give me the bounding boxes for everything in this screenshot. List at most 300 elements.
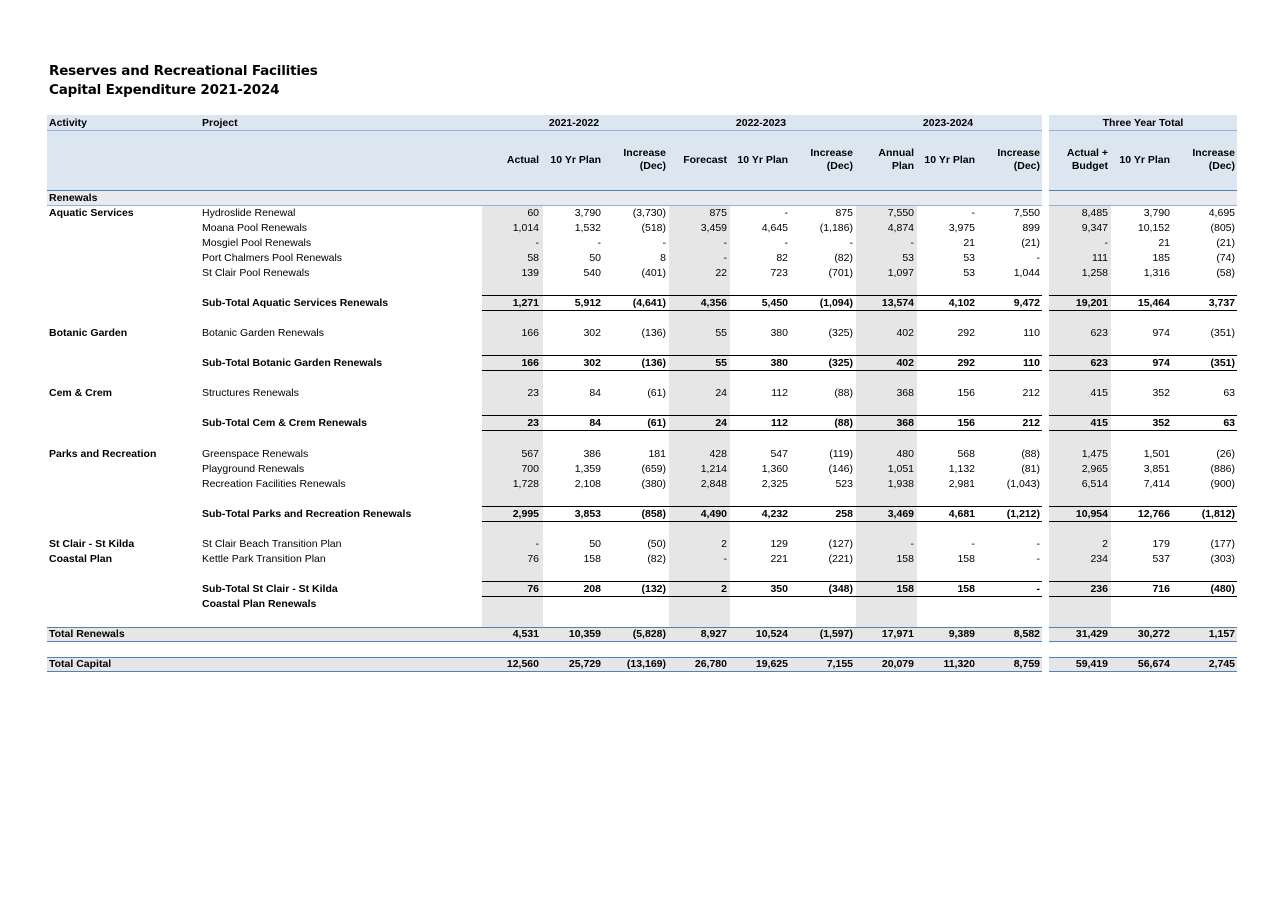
row-value: 2,981: [948, 478, 975, 490]
column-header-1: [537, 154, 601, 167]
row-value: -: [910, 237, 914, 249]
row-value: 19,201: [1075, 297, 1108, 309]
row-value: (127): [828, 538, 853, 550]
column-header-0: [475, 154, 539, 167]
row-value: 292: [957, 357, 975, 369]
subtotal-top-rule: [1049, 581, 1237, 582]
column-header-line: (Dec): [639, 160, 666, 172]
row-value: (4,641): [632, 297, 666, 309]
row-value: 158: [957, 583, 975, 595]
row-value: 368: [896, 417, 914, 429]
row-value: 234: [1090, 553, 1108, 565]
row-value: 84: [589, 417, 601, 429]
row-value: 1,728: [512, 478, 539, 490]
row-value: (480): [1210, 583, 1235, 595]
row-value: 1,214: [700, 463, 727, 475]
row-value: 5,912: [574, 297, 601, 309]
column-header-8: [976, 147, 1040, 173]
total-value: 30,272: [1137, 628, 1170, 640]
row-value: 24: [715, 387, 727, 399]
row-value: 158: [583, 553, 601, 565]
row-value: 2,995: [512, 508, 539, 520]
row-value: -: [784, 207, 788, 219]
row-value: 166: [521, 327, 539, 339]
row-project: Moana Pool Renewals: [202, 222, 308, 234]
row-value: (401): [641, 267, 666, 279]
row-value: 2: [721, 538, 727, 550]
column-header-line: Actual +: [1066, 147, 1108, 159]
row-value: 13,574: [881, 297, 914, 309]
row-value: 4,102: [948, 297, 975, 309]
row-value: (701): [828, 267, 853, 279]
row-activity: Botanic Garden: [49, 327, 128, 339]
row-activity: Cem & Crem: [49, 387, 113, 399]
row-value: 1,271: [512, 297, 539, 309]
column-header-line: 10 Yr Plan: [924, 154, 975, 166]
column-header-4: [724, 154, 788, 167]
row-value: 4,232: [761, 508, 788, 520]
row-value: 380: [770, 327, 788, 339]
section-renewals: Renewals: [49, 192, 98, 204]
row-value: 12,766: [1137, 508, 1170, 520]
row-value: 568: [957, 448, 975, 460]
row-value: (1,812): [1201, 508, 1235, 520]
row-value: 3,851: [1143, 463, 1170, 475]
row-value: 415: [1090, 417, 1108, 429]
row-value: 1,258: [1081, 267, 1108, 279]
row-value: -: [1036, 252, 1040, 264]
row-value: 53: [902, 252, 914, 264]
row-value: 53: [963, 252, 975, 264]
row-value: (88): [834, 417, 853, 429]
column-header-line: Plan: [891, 160, 914, 172]
row-project: Structures Renewals: [202, 387, 299, 399]
total-value: 1,157: [1208, 628, 1235, 640]
row-value: -: [662, 237, 666, 249]
total-value: 59,419: [1075, 658, 1108, 670]
row-value: (858): [641, 508, 666, 520]
total-label: Total Renewals: [49, 628, 125, 640]
row-value: 129: [770, 538, 788, 550]
row-value: (1,094): [819, 297, 853, 309]
column-header-5: [789, 147, 853, 173]
row-value: 402: [896, 357, 914, 369]
row-value: 82: [776, 252, 788, 264]
row-value: 402: [896, 327, 914, 339]
row-value: (82): [834, 252, 853, 264]
row-value: -: [723, 237, 727, 249]
row-value: 60: [527, 207, 539, 219]
row-value: 8,485: [1081, 207, 1108, 219]
row-value: 480: [896, 448, 914, 460]
row-value: 50: [589, 538, 601, 550]
row-value: -: [971, 207, 975, 219]
subtotal-top-rule: [482, 581, 1042, 582]
total-value: 12,560: [506, 658, 539, 670]
row-value: (325): [828, 357, 853, 369]
column-header-line: Increase: [1192, 147, 1235, 159]
row-value: 428: [709, 448, 727, 460]
row-value: 1,132: [948, 463, 975, 475]
row-value: 236: [1090, 583, 1108, 595]
column-header-3: [663, 154, 727, 167]
row-value: (61): [647, 417, 666, 429]
subtotal-bottom-rule: [1049, 521, 1237, 522]
subtotal-bottom-rule: [1049, 596, 1237, 597]
row-project: Botanic Garden Renewals: [202, 327, 324, 339]
row-value: (132): [641, 583, 666, 595]
total-value: 56,674: [1137, 658, 1170, 670]
row-value: 63: [1223, 417, 1235, 429]
row-value: 386: [583, 448, 601, 460]
row-value: (88): [834, 387, 853, 399]
row-value: (136): [641, 327, 666, 339]
row-value: -: [723, 553, 727, 565]
row-value: 547: [770, 448, 788, 460]
row-value: 179: [1152, 538, 1170, 550]
row-value: 1,938: [887, 478, 914, 490]
row-value: (351): [1210, 327, 1235, 339]
row-value: 1,316: [1143, 267, 1170, 279]
row-value: 415: [1090, 387, 1108, 399]
row-value: (1,043): [1006, 478, 1040, 490]
row-value: -: [1036, 553, 1040, 565]
total-value: 10,359: [568, 628, 601, 640]
header-year-2: 2023-2024: [922, 117, 974, 129]
subtotal-top-rule: [1049, 295, 1237, 296]
total-value: (1,597): [819, 628, 853, 640]
row-activity: Coastal Plan: [49, 553, 113, 565]
column-header-line: (Dec): [1208, 160, 1235, 172]
header-year-3: Three Year Total: [1102, 117, 1184, 129]
subtotal-top-rule: [1049, 506, 1237, 507]
row-value: 1,475: [1081, 448, 1108, 460]
subtotal-bottom-rule: [482, 310, 1042, 311]
total-value: 31,429: [1075, 628, 1108, 640]
column-header-line: Annual: [878, 147, 914, 159]
row-value: 2,965: [1081, 463, 1108, 475]
row-value: 540: [583, 267, 601, 279]
row-value: (58): [1216, 267, 1235, 279]
row-value: (136): [641, 357, 666, 369]
row-value: 7,550: [887, 207, 914, 219]
subtotal-top-rule: [482, 355, 1042, 356]
row-project: Mosgiel Pool Renewals: [202, 237, 312, 249]
row-value: (303): [1210, 553, 1235, 565]
row-value: (88): [1021, 448, 1040, 460]
row-value: 258: [835, 508, 853, 520]
total-value: 8,759: [1013, 658, 1040, 670]
row-value: 3,790: [574, 207, 601, 219]
row-value: (325): [828, 327, 853, 339]
row-value: (659): [641, 463, 666, 475]
row-activity: St Clair - St Kilda: [49, 538, 135, 550]
row-value: 1,501: [1143, 448, 1170, 460]
total-value: 2,745: [1208, 658, 1235, 670]
row-value: 221: [770, 553, 788, 565]
total-value: 8,582: [1013, 628, 1040, 640]
subtotal-bottom-rule: [1049, 370, 1237, 371]
title-line-2: Capital Expenditure 2021-2024: [49, 82, 280, 98]
row-value: -: [784, 237, 788, 249]
header-year-1: 2022-2023: [735, 117, 787, 129]
row-value: 158: [896, 553, 914, 565]
row-value: 4,356: [700, 297, 727, 309]
row-value: 158: [957, 553, 975, 565]
row-project: Recreation Facilities Renewals: [202, 478, 346, 490]
subtotal-label: Sub-Total Aquatic Services Renewals: [202, 297, 389, 309]
row-value: 9,472: [1013, 297, 1040, 309]
row-value: 3,790: [1143, 207, 1170, 219]
row-value: 352: [1152, 387, 1170, 399]
row-value: 302: [583, 327, 601, 339]
row-value: -: [723, 252, 727, 264]
row-value: 974: [1152, 327, 1170, 339]
total-value: 4,531: [512, 628, 539, 640]
row-project: Greenspace Renewals: [202, 448, 309, 460]
row-value: 23: [527, 387, 539, 399]
row-value: 212: [1022, 417, 1040, 429]
subtotal-bottom-rule: [482, 521, 1042, 522]
row-value: 166: [521, 357, 539, 369]
column-header-line: Increase: [810, 147, 853, 159]
row-value: (1,186): [819, 222, 853, 234]
row-value: 55: [715, 357, 727, 369]
row-value: 22: [715, 267, 727, 279]
row-value: 716: [1152, 583, 1170, 595]
row-value: 723: [770, 267, 788, 279]
row-value: 567: [521, 448, 539, 460]
row-value: -: [1036, 538, 1040, 550]
total-value: 17,971: [881, 628, 914, 640]
row-value: 7,414: [1143, 478, 1170, 490]
row-value: 1,044: [1013, 267, 1040, 279]
row-value: 537: [1152, 553, 1170, 565]
total-value: 26,780: [694, 658, 727, 670]
row-value: 2: [721, 583, 727, 595]
row-value: (1,212): [1006, 508, 1040, 520]
row-value: 112: [771, 417, 788, 429]
row-value: 76: [527, 583, 539, 595]
row-value: 1,097: [887, 267, 914, 279]
row-value: -: [535, 237, 539, 249]
row-value: 1,360: [761, 463, 788, 475]
row-value: 1,359: [574, 463, 601, 475]
row-value: 1,014: [512, 222, 539, 234]
row-value: 111: [1092, 252, 1108, 264]
column-header-9: [1044, 147, 1108, 173]
row-value: 15,464: [1137, 297, 1170, 309]
row-value: 9,347: [1081, 222, 1108, 234]
row-value: 700: [521, 463, 539, 475]
row-value: 3,975: [948, 222, 975, 234]
subtotal-bottom-rule: [482, 596, 1042, 597]
row-value: 2,848: [700, 478, 727, 490]
row-value: 4,681: [948, 508, 975, 520]
row-value: 10,954: [1075, 508, 1108, 520]
column-header-line: 10 Yr Plan: [1119, 154, 1170, 166]
row-value: 110: [1023, 357, 1040, 369]
subtotal-label: Sub-Total Parks and Recreation Renewals: [202, 508, 412, 520]
row-value: (805): [1210, 222, 1235, 234]
row-value: 4,874: [887, 222, 914, 234]
row-value: 158: [896, 583, 914, 595]
column-header-line: Increase: [997, 147, 1040, 159]
row-project: Port Chalmers Pool Renewals: [202, 252, 343, 264]
subtotal-bottom-rule: [1049, 430, 1237, 431]
column-header-7: [911, 154, 975, 167]
column-header-6: [850, 147, 914, 173]
row-project: Kettle Park Transition Plan: [202, 553, 326, 565]
row-value: 63: [1223, 387, 1235, 399]
row-value: 139: [521, 267, 539, 279]
subtotal-top-rule: [482, 506, 1042, 507]
row-value: 899: [1022, 222, 1040, 234]
row-value: 21: [1158, 237, 1170, 249]
row-value: 3,853: [574, 508, 601, 520]
total-label: Total Capital: [49, 658, 112, 670]
row-value: (900): [1210, 478, 1235, 490]
row-value: 50: [589, 252, 601, 264]
row-value: (177): [1210, 538, 1235, 550]
column-header-11: [1171, 147, 1235, 173]
row-value: (518): [641, 222, 666, 234]
row-value: 1,532: [574, 222, 601, 234]
row-project: St Clair Beach Transition Plan: [202, 538, 342, 550]
total-value: (5,828): [632, 628, 666, 640]
subtotal-label: Sub-Total Botanic Garden Renewals: [202, 357, 383, 369]
row-value: 112: [771, 387, 788, 399]
total-value: 10,524: [755, 628, 788, 640]
total-value: 8,927: [700, 628, 727, 640]
row-value: 3,737: [1208, 297, 1235, 309]
row-value: 185: [1152, 252, 1170, 264]
total-value: 7,155: [826, 658, 853, 670]
row-activity: Aquatic Services: [49, 207, 134, 219]
row-value: 10,152: [1137, 222, 1170, 234]
row-value: (50): [647, 538, 666, 550]
row-value: (380): [641, 478, 666, 490]
row-value: 110: [1023, 327, 1040, 339]
row-value: (82): [647, 553, 666, 565]
row-value: 58: [527, 252, 539, 264]
row-value: 4,695: [1208, 207, 1235, 219]
subtotal-bottom-rule: [482, 370, 1042, 371]
row-value: 352: [1152, 417, 1170, 429]
column-header-line: Forecast: [683, 154, 727, 166]
row-value: 84: [589, 387, 601, 399]
row-value: -: [971, 538, 975, 550]
row-value: (351): [1210, 357, 1235, 369]
row-value: (119): [829, 448, 853, 460]
row-value: (81): [1021, 463, 1040, 475]
row-value: 53: [963, 267, 975, 279]
row-value: 55: [715, 327, 727, 339]
total-value: 9,389: [948, 628, 975, 640]
column-header-10: [1106, 154, 1170, 167]
row-project: St Clair Pool Renewals: [202, 267, 310, 279]
column-header-line: 10 Yr Plan: [737, 154, 788, 166]
row-value: (3,730): [632, 207, 666, 219]
row-value: 212: [1022, 387, 1040, 399]
row-value: (61): [647, 387, 666, 399]
row-value: (146): [828, 463, 853, 475]
row-value: 3,469: [887, 508, 914, 520]
subtotal-top-rule: [482, 295, 1042, 296]
row-value: (221): [828, 553, 853, 565]
column-header-line: (Dec): [826, 160, 853, 172]
total-value: 25,729: [568, 658, 601, 670]
row-activity: Parks and Recreation: [49, 448, 157, 460]
row-value: -: [910, 538, 914, 550]
row-value: 523: [835, 478, 853, 490]
row-value: 181: [648, 448, 666, 460]
total-value: (13,169): [626, 658, 666, 670]
row-value: 2,108: [574, 478, 601, 490]
total-value: 20,079: [881, 658, 914, 670]
subtotal-label: Sub-Total St Clair - St Kilda: [202, 583, 338, 595]
row-value: 208: [583, 583, 601, 595]
row-value: (74): [1216, 252, 1235, 264]
row-value: 368: [896, 387, 914, 399]
row-value: 5,450: [761, 297, 788, 309]
subtotal-bottom-rule: [482, 430, 1042, 431]
row-value: 2: [1102, 538, 1108, 550]
column-header-line: Budget: [1071, 160, 1108, 172]
row-value: 350: [770, 583, 788, 595]
row-value: 4,490: [700, 508, 727, 520]
row-value: 623: [1090, 327, 1108, 339]
row-value: 302: [583, 357, 601, 369]
subtotal-top-rule: [482, 415, 1042, 416]
row-value: -: [535, 538, 539, 550]
row-value: 156: [957, 387, 975, 399]
header-project: Project: [202, 117, 238, 129]
column-header-2: [602, 147, 666, 173]
total-value: 11,320: [943, 658, 975, 670]
row-value: 23: [527, 417, 539, 429]
row-value: (21): [1216, 237, 1235, 249]
row-project: Playground Renewals: [202, 463, 305, 475]
row-value: 380: [770, 357, 788, 369]
row-value: (348): [828, 583, 853, 595]
row-value: 1,051: [887, 463, 914, 475]
column-header-line: (Dec): [1013, 160, 1040, 172]
row-value: 3,459: [700, 222, 727, 234]
total-value: 19,625: [755, 658, 788, 670]
row-value: 76: [527, 553, 539, 565]
row-value: 6,514: [1081, 478, 1108, 490]
column-header-line: Increase: [623, 147, 666, 159]
row-value: -: [849, 237, 853, 249]
title-line-1: Reserves and Recreational Facilities: [49, 63, 318, 79]
row-value: (21): [1021, 237, 1040, 249]
row-value: (886): [1210, 463, 1235, 475]
column-header-line: 10 Yr Plan: [550, 154, 601, 166]
header-year-0: 2021-2022: [548, 117, 600, 129]
subtotal-top-rule: [1049, 355, 1237, 356]
row-value: 2,325: [761, 478, 788, 490]
row-value: (26): [1216, 448, 1235, 460]
subtotal-top-rule: [1049, 415, 1237, 416]
row-value: 7,550: [1013, 207, 1040, 219]
row-value: 623: [1090, 357, 1108, 369]
row-value: 8: [660, 252, 666, 264]
subtotal-label-line2: Coastal Plan Renewals: [202, 598, 317, 610]
row-value: 292: [957, 327, 975, 339]
row-value: -: [1104, 237, 1108, 249]
row-value: 974: [1152, 357, 1170, 369]
